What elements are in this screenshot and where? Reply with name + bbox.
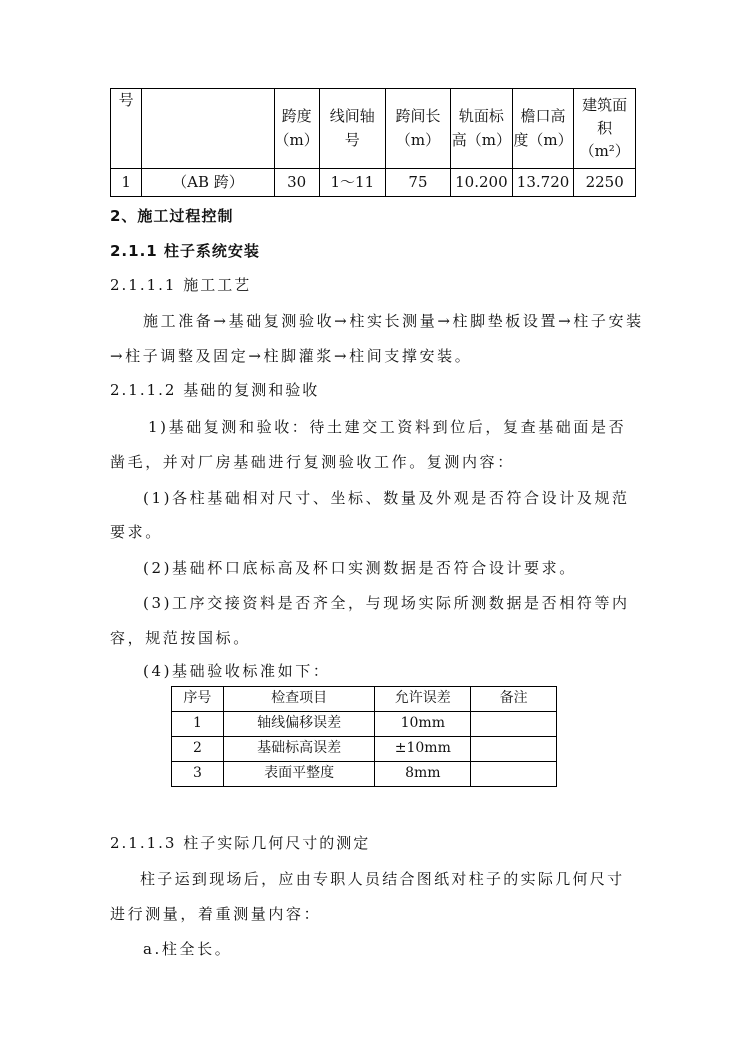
foundation-acceptance-table xyxy=(171,686,557,787)
cell-remark xyxy=(471,737,557,762)
header-axis: 线间轴 号 xyxy=(319,89,385,169)
recheck-paragraph-line2: 凿毛，并对厂房基础进行复测验收工作。复测内容： xyxy=(110,453,515,471)
cell-seq: 1 xyxy=(172,712,224,737)
header-span: 跨度 （m） xyxy=(274,89,319,169)
cell-seq: 2 xyxy=(172,737,224,762)
item-2: (2)基础杯口底标高及杯口实测数据是否符合设计要求。 xyxy=(143,559,577,577)
header-seq: 序号 xyxy=(172,687,224,712)
item-3-line2: 容，规范按国标。 xyxy=(110,629,251,647)
cell-length: 75 xyxy=(385,169,450,197)
cell-tolerance: ±10mm xyxy=(375,737,471,762)
cell-item: 轴线偏移误差 xyxy=(223,712,375,737)
cell-item: 表面平整度 xyxy=(223,762,375,787)
item-3-line1: (3)工序交接资料是否齐全，与现场实际所测数据是否相符等内 xyxy=(143,594,630,612)
cell-seq: 3 xyxy=(172,762,224,787)
header-no: 号 xyxy=(111,89,142,169)
cell-span: 30 xyxy=(274,169,319,197)
subheading-2-1-1-2: 2.1.1.2 基础的复测和验收 xyxy=(110,381,320,399)
header-tolerance: 允许误差 xyxy=(375,687,471,712)
table-header-row xyxy=(111,89,636,169)
section-heading-2: 2、施工过程控制 xyxy=(110,207,234,225)
header-area: 建筑面 积 （m²） xyxy=(574,89,636,169)
cell-rail: 10.200 xyxy=(451,169,513,197)
table-row xyxy=(172,762,557,787)
item-4: (4)基础验收标准如下： xyxy=(143,662,331,680)
cell-item: 基础标高误差 xyxy=(223,737,375,762)
header-rail: 轨面标 高（m） xyxy=(451,89,513,169)
header-length: 跨间长 （m） xyxy=(385,89,450,169)
table-row xyxy=(111,169,636,197)
cell-remark xyxy=(471,762,557,787)
header-name xyxy=(142,89,274,169)
subheading-2-1-1-3: 2.1.1.3 柱子实际几何尺寸的测定 xyxy=(110,834,371,852)
header-item: 检查项目 xyxy=(223,687,375,712)
subheading-2-1-1-1: 2.1.1.1 施工工艺 xyxy=(110,276,252,294)
table-row xyxy=(172,737,557,762)
header-eave: 檐口高 度（m） xyxy=(512,89,574,169)
cell-tolerance: 10mm xyxy=(375,712,471,737)
item-1-line1: (1)各柱基础相对尺寸、坐标、数量及外观是否符合设计及规范 xyxy=(143,489,630,507)
process-paragraph-line2: →柱子调整及固定→柱脚灌浆→柱间支撑安装。 xyxy=(110,347,473,365)
building-span-table xyxy=(110,88,636,197)
measure-paragraph-line2: 进行测量，着重测量内容： xyxy=(110,905,322,923)
cell-axis: 1～11 xyxy=(319,169,385,197)
process-paragraph-line1: 施工准备→基础复测验收→柱实长测量→柱脚垫板设置→柱子安装 xyxy=(143,312,644,330)
cell-tolerance: 8mm xyxy=(375,762,471,787)
table-header-row xyxy=(172,687,557,712)
table-row xyxy=(172,712,557,737)
cell-remark xyxy=(471,712,557,737)
section-heading-2-1-1: 2.1.1 柱子系统安装 xyxy=(110,242,260,260)
cell-no: 1 xyxy=(111,169,142,197)
item-1-line2: 要求。 xyxy=(110,523,163,541)
cell-name: （AB 跨） xyxy=(142,169,274,197)
header-remark: 备注 xyxy=(471,687,557,712)
cell-area: 2250 xyxy=(574,169,636,197)
cell-eave: 13.720 xyxy=(512,169,574,197)
recheck-paragraph-line1: 1)基础复测和验收：待土建交工资料到位后，复查基础面是否 xyxy=(148,418,627,436)
measure-paragraph-line1: 柱子运到现场后，应由专职人员结合图纸对柱子的实际几何尺寸 xyxy=(140,870,625,888)
item-a: a.柱全长。 xyxy=(143,940,233,958)
